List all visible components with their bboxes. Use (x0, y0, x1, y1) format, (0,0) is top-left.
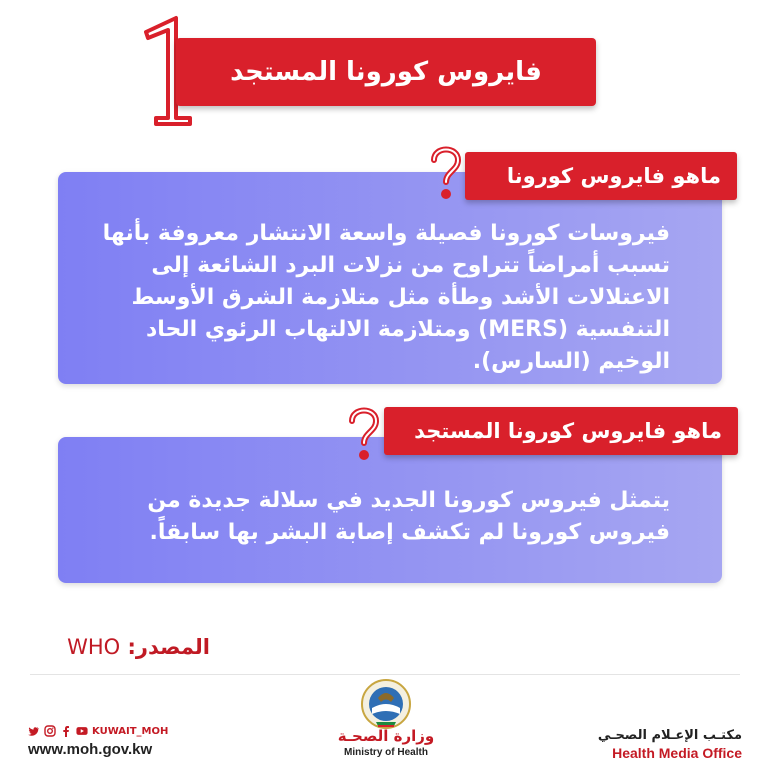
twitter-icon[interactable] (28, 725, 40, 737)
title-banner (176, 38, 596, 106)
question-banner-1 (465, 152, 737, 200)
office-name-english: Health Media Office (612, 745, 742, 761)
social-handle[interactable]: KUWAIT_MOH (92, 725, 169, 737)
source-label: المصدر: (127, 635, 210, 659)
ministry-name-arabic: وزارة الصحـة (337, 727, 435, 745)
office-name-arabic: مكتـب الإعـلام الصحـي (597, 728, 742, 743)
facebook-icon[interactable] (60, 725, 72, 737)
answer-text-2: يتمثل فيروس كورونا الجديد في سلالة جديدة من فيروس كورونا لم تكشف إصابة البشر بها سابقاً. (147, 488, 670, 545)
footer-contact (28, 724, 168, 758)
source-value: WHO (67, 635, 121, 659)
question-mark-icon (428, 144, 464, 204)
ministry-emblem-icon (358, 678, 414, 730)
question-text-2: ماهو فايروس كورونا المستجد (414, 419, 722, 443)
info-card-1 (58, 172, 722, 384)
youtube-icon[interactable] (76, 725, 88, 737)
health-media-office (598, 728, 742, 761)
ministry-name-english: Ministry of Health (344, 747, 428, 758)
question-banner-2 (384, 407, 738, 455)
page-title: فايروس كورونا المستجد (230, 57, 542, 87)
instagram-icon[interactable] (44, 725, 56, 737)
social-row (28, 724, 168, 738)
question-text-1: ماهو فايروس كورونا (506, 164, 721, 188)
website-link[interactable]: www.moh.gov.kw (28, 741, 153, 758)
answer-text-1: فيروسات كورونا فصيلة واسعة الانتشار معروفة بأنها تسبب أمراضاً تتراوح من نزلات البرد الشائعة إلى الاعتلالات الأشد وطأة مثل متلازمة الشرق الأوسط التنفسية (MERS) ومتلازمة الالتهاب الرئوي الحاد الوخيم (السارس). (102, 221, 670, 374)
source-line (67, 635, 210, 659)
info-card-2 (58, 437, 722, 583)
footer-divider (30, 674, 740, 675)
question-mark-icon (346, 405, 382, 465)
